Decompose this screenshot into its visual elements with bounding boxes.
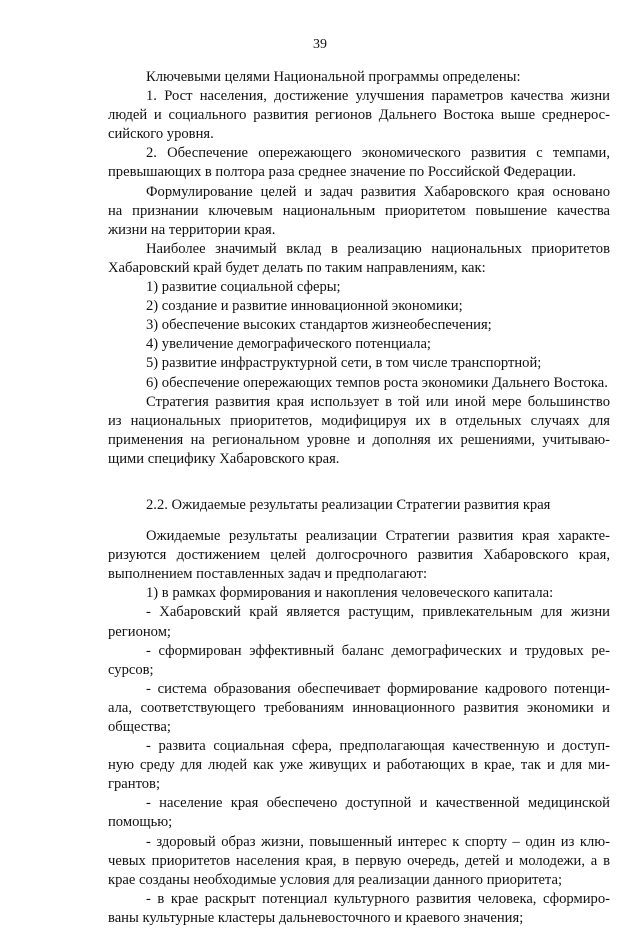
text-line: - Хабаровский край является растущим, привлекательным для жизни xyxy=(146,604,610,621)
text-line: общества; xyxy=(108,719,171,735)
text-line: - система образования обеспечивает формирование кадрового потенци- xyxy=(146,680,610,697)
heading-gap xyxy=(108,515,610,527)
text-line: людей и социального развития регионов Дальнего Востока выше среднерос- xyxy=(108,107,610,124)
text-line: 1. Рост населения, достижение улучшения параметров качества жизни xyxy=(146,88,610,105)
body-text xyxy=(108,68,610,928)
text-line: грантов; xyxy=(108,776,160,793)
text-line: 5) развитие инфраструктурной сети, в том числе транспортной; xyxy=(146,355,542,372)
text-line: на признании ключевым национальным приоритетом повышение качества xyxy=(108,202,610,219)
text-line: - здоровый образ жизни, повышенный интерес к спорту – один из клю- xyxy=(146,833,610,850)
page-number: 39 xyxy=(313,37,327,52)
text-line: жизни на территории края. xyxy=(108,221,276,238)
text-line: сурсов; xyxy=(108,661,154,678)
results-section xyxy=(108,527,610,928)
text-line: ризуются достижением целей долгосрочного развития Хабаровского края, xyxy=(108,547,610,564)
text-line: 4) увеличение демографического потенциала; xyxy=(146,336,431,353)
text-line: регионом; xyxy=(108,623,171,640)
text-line: Наиболее значимый вклад в реализацию национальных приоритетов xyxy=(146,240,610,257)
text-line: чевых приоритетов населения края, в первую очередь, детей и молодежи, а в xyxy=(108,852,610,869)
section-heading: 2.2. Ожидаемые результаты реализации Стратегии развития края xyxy=(146,496,551,513)
intro-section xyxy=(108,68,610,469)
text-line: Хабаровский край будет делать по таким направлениям, как: xyxy=(108,259,486,276)
text-line: из национальных приоритетов, модифицируя их в отдельных случаях для xyxy=(108,412,610,429)
text-line: 1) развитие социальной сферы; xyxy=(146,279,341,296)
text-line: 1) в рамках формирования и накопления человеческого капитала: xyxy=(146,585,554,602)
text-line: Ключевыми целями Национальной программы определены: xyxy=(146,69,521,85)
text-line: Стратегия развития края использует в той или иной мере большинство xyxy=(146,393,610,410)
text-line: щими специфику Хабаровского края. xyxy=(108,450,340,467)
text-line: ную среду для людей как уже живущих и работающих в крае, так и для ми- xyxy=(108,757,610,774)
text-line: - население края обеспечено доступной и качественной медицинской xyxy=(146,795,610,812)
text-line: применения на региональном уровне и дополняя их решениями, учитываю- xyxy=(108,431,610,448)
text-line: Ожидаемые результаты реализации Стратегии развития края характе- xyxy=(146,528,610,545)
text-line: Формулирование целей и задач развития Хабаровского края основано xyxy=(146,183,610,200)
text-line: 2) создание и развитие инновационной экономики; xyxy=(146,298,463,315)
text-line: крае созданы необходимые условия для реализации данного приоритета; xyxy=(108,871,563,888)
text-line: - развита социальная сфера, предполагающая качественную и доступ- xyxy=(146,738,610,755)
text-line: ала, соответствующего требованиям инновационного развития экономики и xyxy=(108,699,610,716)
text-line: 3) обеспечение высоких стандартов жизнеобеспечения; xyxy=(146,317,492,334)
text-line: ваны культурные кластеры дальневосточного и краевого значения; xyxy=(108,909,524,926)
text-line: сийского уровня. xyxy=(108,126,214,143)
text-line: помощью; xyxy=(108,814,173,831)
text-line: превышающих в полтора раза среднее значение по Российской Федерации. xyxy=(108,164,577,181)
text-line: - сформирован эффективный баланс демографических и трудовых ре- xyxy=(146,642,610,659)
text-line: 6) обеспечение опережающих темпов роста экономики Дальнего Востока. xyxy=(146,374,608,391)
text-line: 2. Обеспечение опережающего экономического развития с темпами, xyxy=(146,145,610,162)
text-line: выполнением поставленных задач и предполагают: xyxy=(108,566,428,583)
text-line: - в крае раскрыт потенциал культурного развития человека, сформиро- xyxy=(146,890,610,907)
section-gap xyxy=(108,469,610,496)
